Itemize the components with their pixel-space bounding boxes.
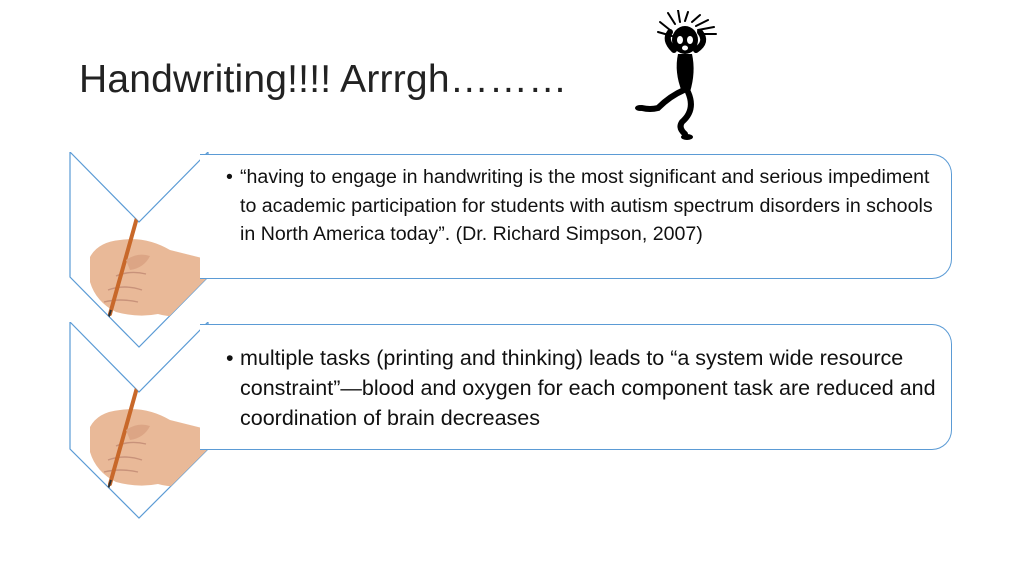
- hand-writing-with-pencil-icon: [68, 322, 210, 522]
- bullet-text: “having to engage in handwriting is the most significant and serious impediment to academic participation for students with autism spectrum disorders in schools in North America today”. (Dr. Richard Simpson, 2007): [240, 166, 933, 245]
- frustrated-stick-figure-icon: [630, 10, 745, 145]
- bullet-card-2: [200, 324, 952, 450]
- bullet-item-2: [226, 343, 939, 433]
- bullet-marker: •: [226, 346, 234, 370]
- bullet-card-1: [200, 154, 952, 279]
- bullet-row-2: [0, 322, 1024, 522]
- slide-title: Handwriting!!!! Arrrgh………: [79, 58, 568, 101]
- bullet-item-1: [226, 163, 939, 249]
- bullet-marker: •: [226, 166, 233, 188]
- bullet-text: multiple tasks (printing and thinking) leads to “a system wide resource constraint”—blood and oxygen for each component task are reduced and coordination of brain decreases: [240, 346, 936, 430]
